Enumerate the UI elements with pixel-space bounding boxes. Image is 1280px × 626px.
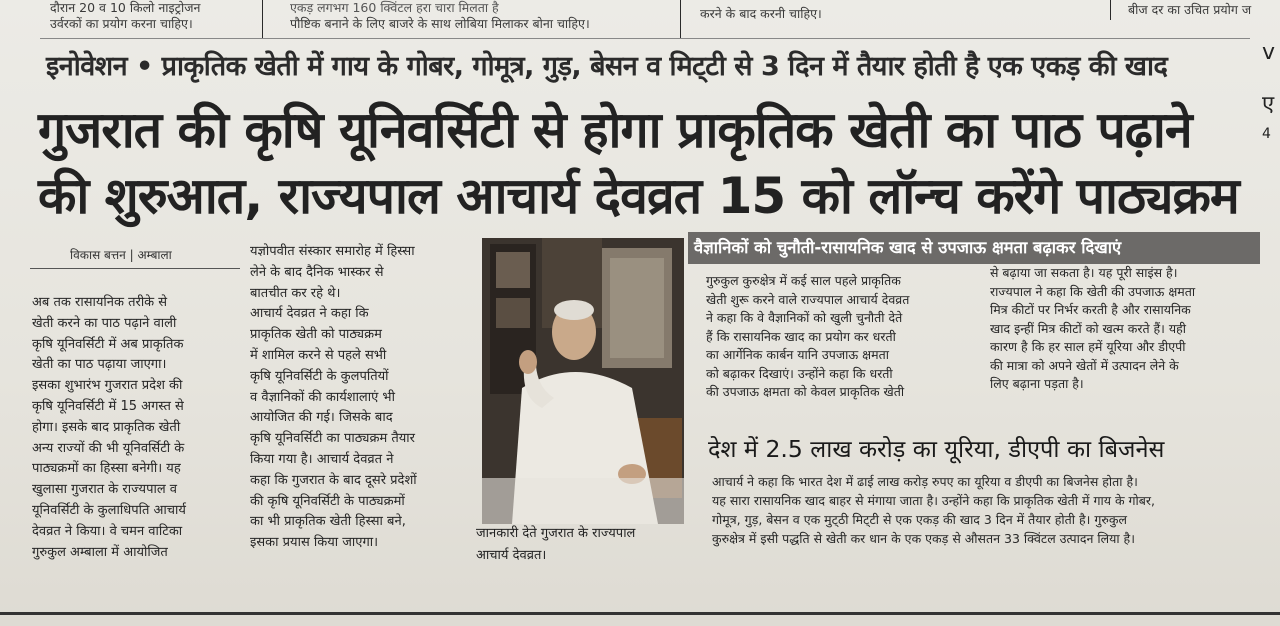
top-fragment-right bbox=[700, 6, 822, 22]
bottom-rule bbox=[0, 612, 1280, 615]
fragment-line: एकड़ लगभग 160 क्विंटल हरा चारा मिलता है bbox=[290, 0, 499, 15]
article-column-2 bbox=[250, 242, 468, 554]
article-bottom-paragraph bbox=[712, 472, 1272, 548]
article-line-text: आचार्य ने कहा कि भारत देश में ढाई लाख करोड़ रुपए का यूरिया व डीएपी का बिजनेस होता है। bbox=[712, 474, 1138, 489]
article-column-1 bbox=[32, 293, 237, 563]
article-line-text: खेती का पाठ पढ़ाया जाएगा। bbox=[32, 357, 167, 373]
article-line bbox=[32, 376, 237, 397]
article-line-text: कृषि यूनिवर्सिटी में अब प्राकृतिक bbox=[32, 336, 184, 352]
article-line-text: अन्य राज्यों की भी यूनिवर्सिटी के bbox=[32, 440, 185, 456]
article-line-text: मित्र कीटों पर निर्भर करती है और रासायनिक bbox=[990, 302, 1191, 317]
fragment-line: उर्वरकों का प्रयोग करना चाहिए। bbox=[50, 16, 193, 31]
article-line-text: कृषि यूनिवर्सिटी में 15 अगस्त से bbox=[32, 398, 184, 414]
article-line-text: लिए बढ़ाना पड़ता है। bbox=[990, 376, 1084, 391]
article-line-text: की कृषि यूनिवर्सिटी के पाठ्यक्रमों bbox=[250, 493, 405, 509]
article-line-text: खाद इन्हीं मित्र कीटों को खत्म करते हैं। यही bbox=[990, 320, 1187, 336]
photo-illustration bbox=[482, 238, 684, 524]
article-line bbox=[250, 367, 468, 388]
article-line-text: किया गया है। आचार्य देवव्रत ने bbox=[250, 451, 394, 467]
article-line bbox=[32, 418, 237, 439]
article-line bbox=[32, 314, 237, 335]
article-line bbox=[250, 512, 468, 533]
article-line-text: गुरुकुल अम्बाला में आयोजित bbox=[32, 544, 168, 560]
article-line bbox=[32, 397, 237, 418]
article-line-text: से बढ़ाया जा सकता है। यह पूरी साइंस है। bbox=[990, 265, 1178, 280]
article-line bbox=[250, 388, 468, 409]
article-line bbox=[706, 383, 978, 402]
article-line bbox=[706, 346, 978, 365]
article-column-4 bbox=[990, 264, 1258, 394]
article-line-text: आयोजित की गई। जिसके बाद bbox=[250, 410, 393, 426]
article-line-text: यज्ञोपवीत संस्कार समारोह में हिस्सा bbox=[250, 244, 415, 259]
article-line-text: में शामिल करने से पहले सभी bbox=[250, 347, 387, 363]
article-line bbox=[250, 242, 468, 263]
article-line bbox=[32, 459, 237, 480]
top-fragment-far-right bbox=[1128, 2, 1251, 18]
article-line bbox=[32, 293, 237, 314]
article-line-text: का भी प्राकृतिक खेती हिस्सा बने, bbox=[250, 514, 406, 530]
article-line bbox=[32, 543, 237, 564]
article-line bbox=[32, 480, 237, 501]
top-fragment-middle bbox=[290, 0, 590, 32]
column-divider bbox=[1110, 0, 1111, 20]
fragment-line: पौष्टिक बनाने के लिए बाजरे के साथ लोबिया मिलाकर बोना चाहिए। bbox=[290, 16, 590, 31]
article-line-text: गोमूत्र, गुड़, बेसन व एक मुट्‌ठी मिट्‌टी से एक एकड़ की खाद 3 दिन में तैयार होती है। गुरुकुल bbox=[712, 512, 1127, 527]
article-line-text: इसका प्रयास किया जाएगा। bbox=[250, 535, 379, 551]
article-line bbox=[712, 491, 1272, 510]
article-line bbox=[250, 408, 468, 429]
article-line-text: खेती करने का पाठ पढ़ाने वाली bbox=[32, 315, 177, 331]
article-line-text: व वैज्ञानिकों की कार्यशालाएं भी bbox=[250, 389, 395, 405]
column-divider bbox=[262, 0, 263, 38]
article-line bbox=[990, 320, 1258, 339]
fragment-line: करने के बाद करनी चाहिए। bbox=[700, 6, 822, 21]
article-line bbox=[32, 335, 237, 356]
article-line-text: की उपजाऊ क्षमता को केवल प्राकृतिक खेती bbox=[706, 384, 905, 399]
article-line bbox=[990, 357, 1258, 376]
article-line-text: यूनिवर्सिटी के कुलाधिपति आचार्य bbox=[32, 502, 186, 518]
article-line-text: का आर्गेनिक कार्बन यानि उपजाऊ क्षमता bbox=[706, 347, 889, 362]
article-line-text: हैं कि रासायनिक खाद का प्रयोग कर धरती bbox=[706, 328, 896, 344]
article-line-text: आचार्य देवव्रत ने कहा कि bbox=[250, 306, 369, 322]
article-line bbox=[32, 522, 237, 543]
article-line-text: बातचीत कर रहे थे। bbox=[250, 285, 341, 301]
kicker: इनोवेशन • प्राकृतिक खेती में गाय के गोबर, गोमूत्र, गुड़, बेसन व मिट्‌टी से 3 दिन में तैयार होती है एक एकड़ की खाद bbox=[46, 51, 1168, 82]
article-line-text: इसका शुभारंभ गुजरात प्रदेश की bbox=[32, 378, 183, 394]
article-line bbox=[990, 375, 1258, 394]
article-line bbox=[32, 355, 237, 376]
edge-fragment: 4 bbox=[1262, 126, 1271, 142]
article-line bbox=[250, 263, 468, 284]
byline: विकास बत्तन | अम्बाला bbox=[70, 248, 172, 262]
article-line-text: कृषि यूनिवर्सिटी का पाठ्यक्रम तैयार bbox=[250, 431, 415, 447]
article-column-3 bbox=[706, 272, 978, 402]
article-line bbox=[250, 471, 468, 492]
article-line-text: कहा कि गुजरात के बाद दूसरे प्रदेशों bbox=[250, 472, 417, 488]
article-line-text: होगा। इसके बाद प्राकृतिक खेती bbox=[32, 419, 181, 435]
caption-line: जानकारी देते गुजरात के राज्यपाल bbox=[476, 526, 636, 541]
governor-photo bbox=[482, 238, 684, 524]
article-line-text: यह सारा रासायनिक खाद बाहर से मंगाया जाता है। उन्होंने कहा कि प्राकृतिक खेती में गाय के गोबर, bbox=[712, 493, 1156, 508]
article-line-text: को बढ़ाकर दिखाएं। उन्होंने कहा कि धरती bbox=[706, 365, 893, 381]
article-line bbox=[706, 328, 978, 347]
top-fragment-left bbox=[50, 0, 200, 32]
headline-line-1: गुजरात की कृषि यूनिवर्सिटी से होगा प्राकृतिक खेती का पाठ पढ़ाने bbox=[38, 101, 1192, 159]
article-line bbox=[250, 346, 468, 367]
article-line-text: पाठ्यक्रमों का हिस्सा बनेगी। यह bbox=[32, 461, 181, 477]
article-line bbox=[706, 272, 978, 291]
article-line bbox=[706, 365, 978, 384]
article-line bbox=[990, 338, 1258, 357]
article-line bbox=[250, 533, 468, 554]
article-line bbox=[706, 309, 978, 328]
article-line-text: लेने के बाद दैनिक भास्कर से bbox=[250, 264, 384, 280]
article-line-text: खेती शुरू करने वाले राज्यपाल आचार्य देवव्रत bbox=[706, 291, 910, 307]
article-line-text: कुरुक्षेत्र में इसी पद्धति से खेती कर धान के एक एकड़ से औसतन 33 क्विंटल उत्पादन लिया है। bbox=[712, 531, 1135, 546]
photo-caption bbox=[476, 523, 696, 567]
article-line bbox=[990, 301, 1258, 320]
subhead-banner: वैज्ञानिकों को चुनौती-रासायनिक खाद से उपजाऊ क्षमता बढ़ाकर दिखाएं bbox=[688, 232, 1260, 264]
caption-line: आचार्य देवव्रत। bbox=[476, 548, 547, 563]
article-line-text: कारण है कि हर साल हमें यूरिया और डीएपी bbox=[990, 339, 1186, 354]
article-line-text: अब तक रासायनिक तरीके से bbox=[32, 295, 168, 310]
headline-line-2: की शुरुआत, राज्यपाल आचार्य देवव्रत 15 को लॉन्च करेंगे पाठ्यक्रम bbox=[38, 167, 1239, 225]
edge-fragment: v bbox=[1262, 40, 1276, 65]
article-line-text: ने कहा कि वे वैज्ञानिकों को खुली चुनौती देते bbox=[706, 310, 903, 325]
article-line-text: की मात्रा को अपने खेतों में उत्पादन लेने के bbox=[990, 357, 1179, 373]
article-line-text: प्राकृतिक खेती को पाठ्यक्रम bbox=[250, 327, 382, 343]
article-line bbox=[990, 264, 1258, 283]
subhead-business: देश में 2.5 लाख करोड़ का यूरिया, डीएपी का बिजनेस bbox=[708, 435, 1165, 463]
article-line bbox=[706, 291, 978, 310]
article-line-text: गुरुकुल कुरुक्षेत्र में कई साल पहले प्राकृतिक bbox=[706, 273, 901, 288]
article-line bbox=[712, 529, 1272, 548]
article-line-text: खुलासा गुजरात के राज्यपाल व bbox=[32, 482, 177, 498]
article-line bbox=[712, 472, 1272, 491]
article-line-text: राज्यपाल ने कहा कि खेती की उपजाऊ क्षमता bbox=[990, 283, 1196, 299]
article-line bbox=[32, 439, 237, 460]
article-line bbox=[250, 284, 468, 305]
fragment-line: बीज दर का उचित प्रयोग ज bbox=[1128, 2, 1252, 17]
column-divider bbox=[680, 0, 681, 38]
article-line-text: कृषि यूनिवर्सिटी के कुलपतियों bbox=[250, 368, 389, 384]
fragment-line: दौरान 20 व 10 किलो नाइट्रोजन bbox=[50, 0, 201, 15]
article-line bbox=[250, 450, 468, 471]
edge-fragment: ए bbox=[1262, 92, 1275, 117]
article-line bbox=[32, 501, 237, 522]
article-line bbox=[712, 510, 1272, 529]
article-line bbox=[990, 283, 1258, 302]
article-line bbox=[250, 325, 468, 346]
article-line-text: देवव्रत ने किया। वे चमन वाटिका bbox=[32, 523, 183, 539]
article-line bbox=[250, 429, 468, 450]
top-rule bbox=[40, 38, 1250, 39]
byline-rule bbox=[30, 268, 240, 269]
article-line bbox=[250, 304, 468, 325]
article-line bbox=[250, 492, 468, 513]
